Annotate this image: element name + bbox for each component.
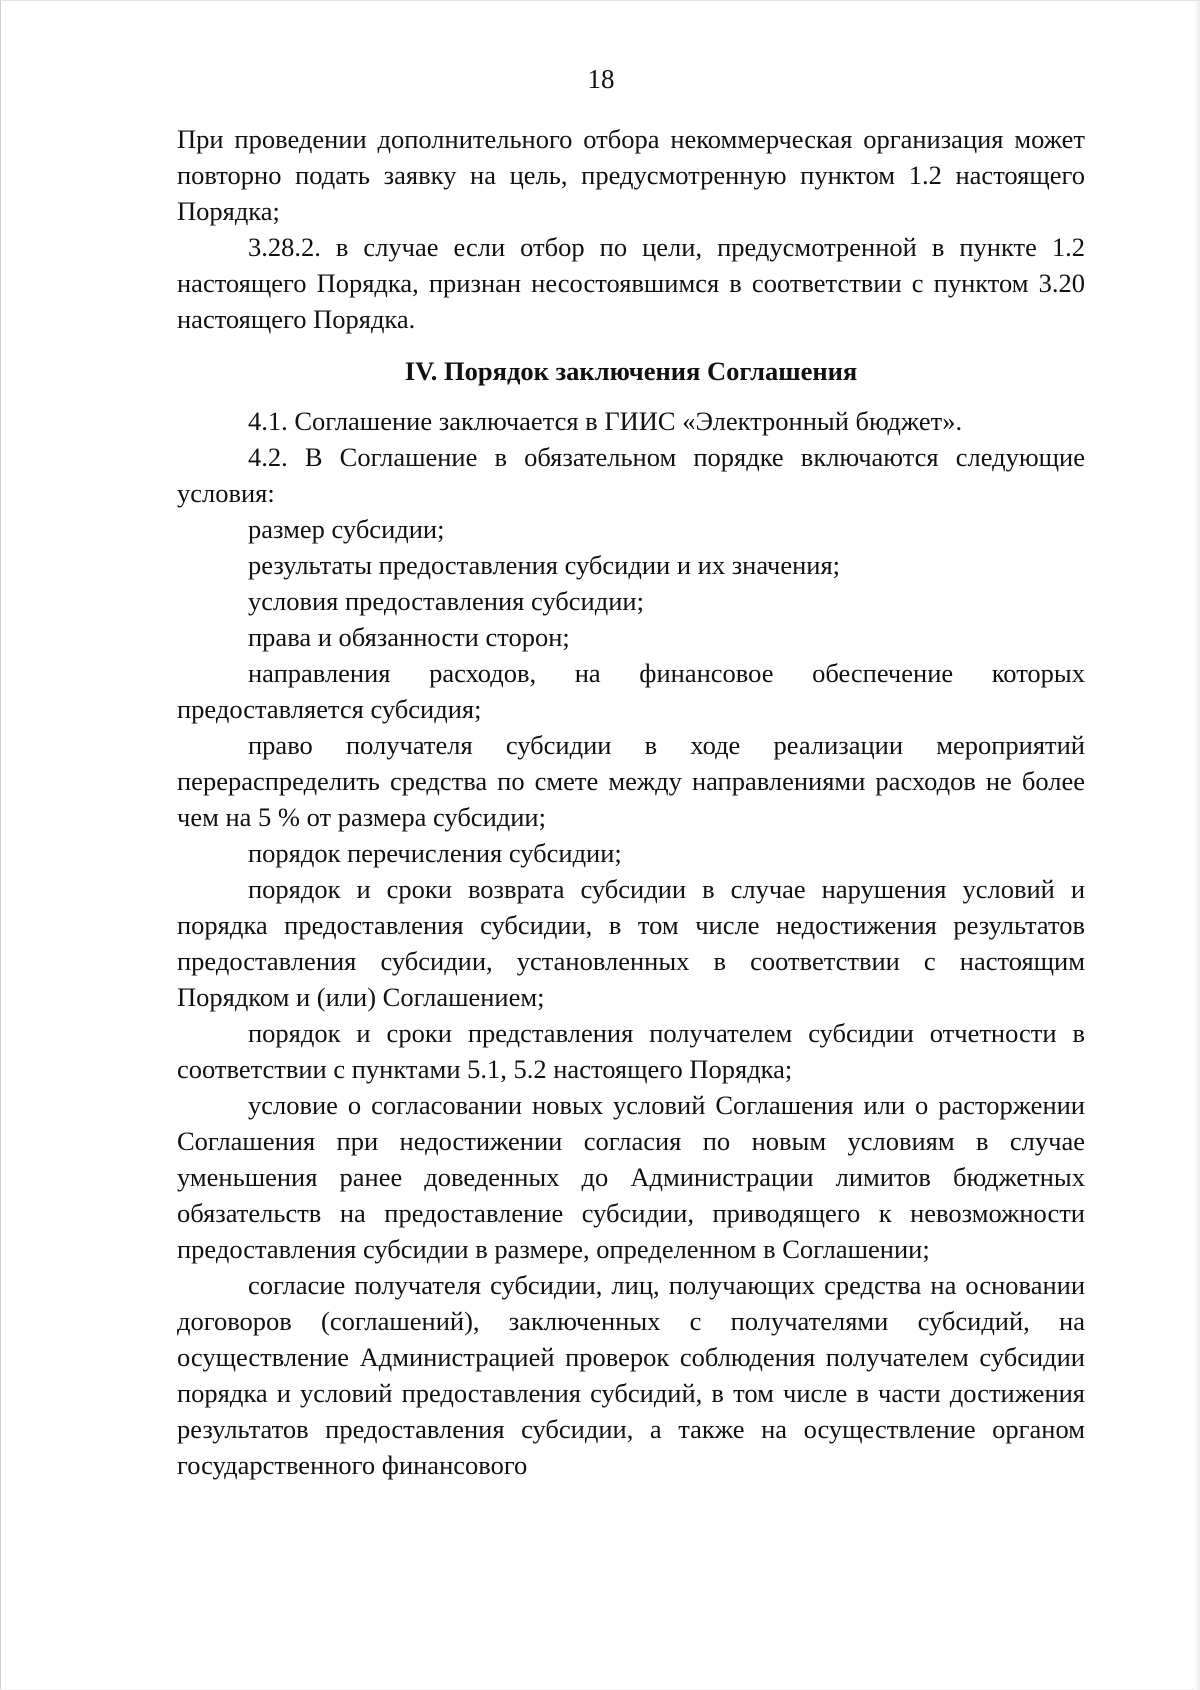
list-item: порядок перечисления субсидии; bbox=[248, 838, 622, 868]
list-item: порядок и сроки возврата субсидии в случае нарушения условий и порядка предоставления субсидии, в том числе недостижения результатов предоставления субсидии, установленных в соответствии с настоящим Порядком и (или) Соглашением; bbox=[177, 874, 1085, 1012]
paragraph-4-2: 4.2. В Соглашение в обязательном порядке включаются следующие условия: bbox=[177, 442, 1085, 508]
list-item: результаты предоставления субсидии и их значения; bbox=[248, 550, 841, 580]
paragraph-3-28-2: 3.28.2. в случае если отбор по цели, предусмотренной в пункте 1.2 настоящего Порядка, признан несостоявшимся в соответствии с пунктом 3.20 настоящего Порядка. bbox=[177, 232, 1085, 334]
paragraph-4-1: 4.1. Соглашение заключается в ГИИС «Электронный бюджет». bbox=[248, 406, 963, 436]
list-item: права и обязанности сторон; bbox=[248, 622, 570, 652]
list-item: согласие получателя субсидии, лиц, получающих средства на основании договоров (соглашений), заключенных с получателями субсидий, на осуществление Администрацией проверок соблюдения получателем субсидии порядка и условий предоставления субсидий, в том числе в части достижения результатов предоставления субсидии, а также на осуществление органом государственного финансового bbox=[177, 1270, 1085, 1480]
list-item: направления расходов, на финансовое обеспечение которых предоставляется субсидия; bbox=[177, 658, 1085, 724]
list-item: условие о согласовании новых условий Соглашения или о расторжении Соглашения при недостижении согласия по новым условиям в случае уменьшения ранее доведенных до Администрации лимитов бюджетных обязательств на предоставление субсидии, приводящего к невозможности предоставления субсидии в размере, определенном в Соглашении; bbox=[177, 1090, 1085, 1264]
page-number: 18 bbox=[587, 64, 615, 94]
section-heading: IV. Порядок заключения Соглашения bbox=[404, 356, 858, 386]
page-edge bbox=[1194, 1, 1200, 1690]
list-item: размер субсидии; bbox=[248, 514, 445, 544]
paragraph-continuation: При проведении дополнительного отбора некоммерческая организация может повторно подать заявку на цель, предусмотренную пунктом 1.2 настоящего Порядка; bbox=[177, 124, 1085, 226]
list-item: порядок и сроки представления получателем субсидии отчетности в соответствии с пунктами 5.1, 5.2 настоящего Порядка; bbox=[177, 1018, 1085, 1084]
list-item: условия предоставления субсидии; bbox=[248, 586, 644, 616]
list-item: право получателя субсидии в ходе реализации мероприятий перераспределить средства по смете между направлениями расходов не более чем на 5 % от размера субсидии; bbox=[177, 730, 1085, 832]
document-body bbox=[177, 121, 1085, 1483]
